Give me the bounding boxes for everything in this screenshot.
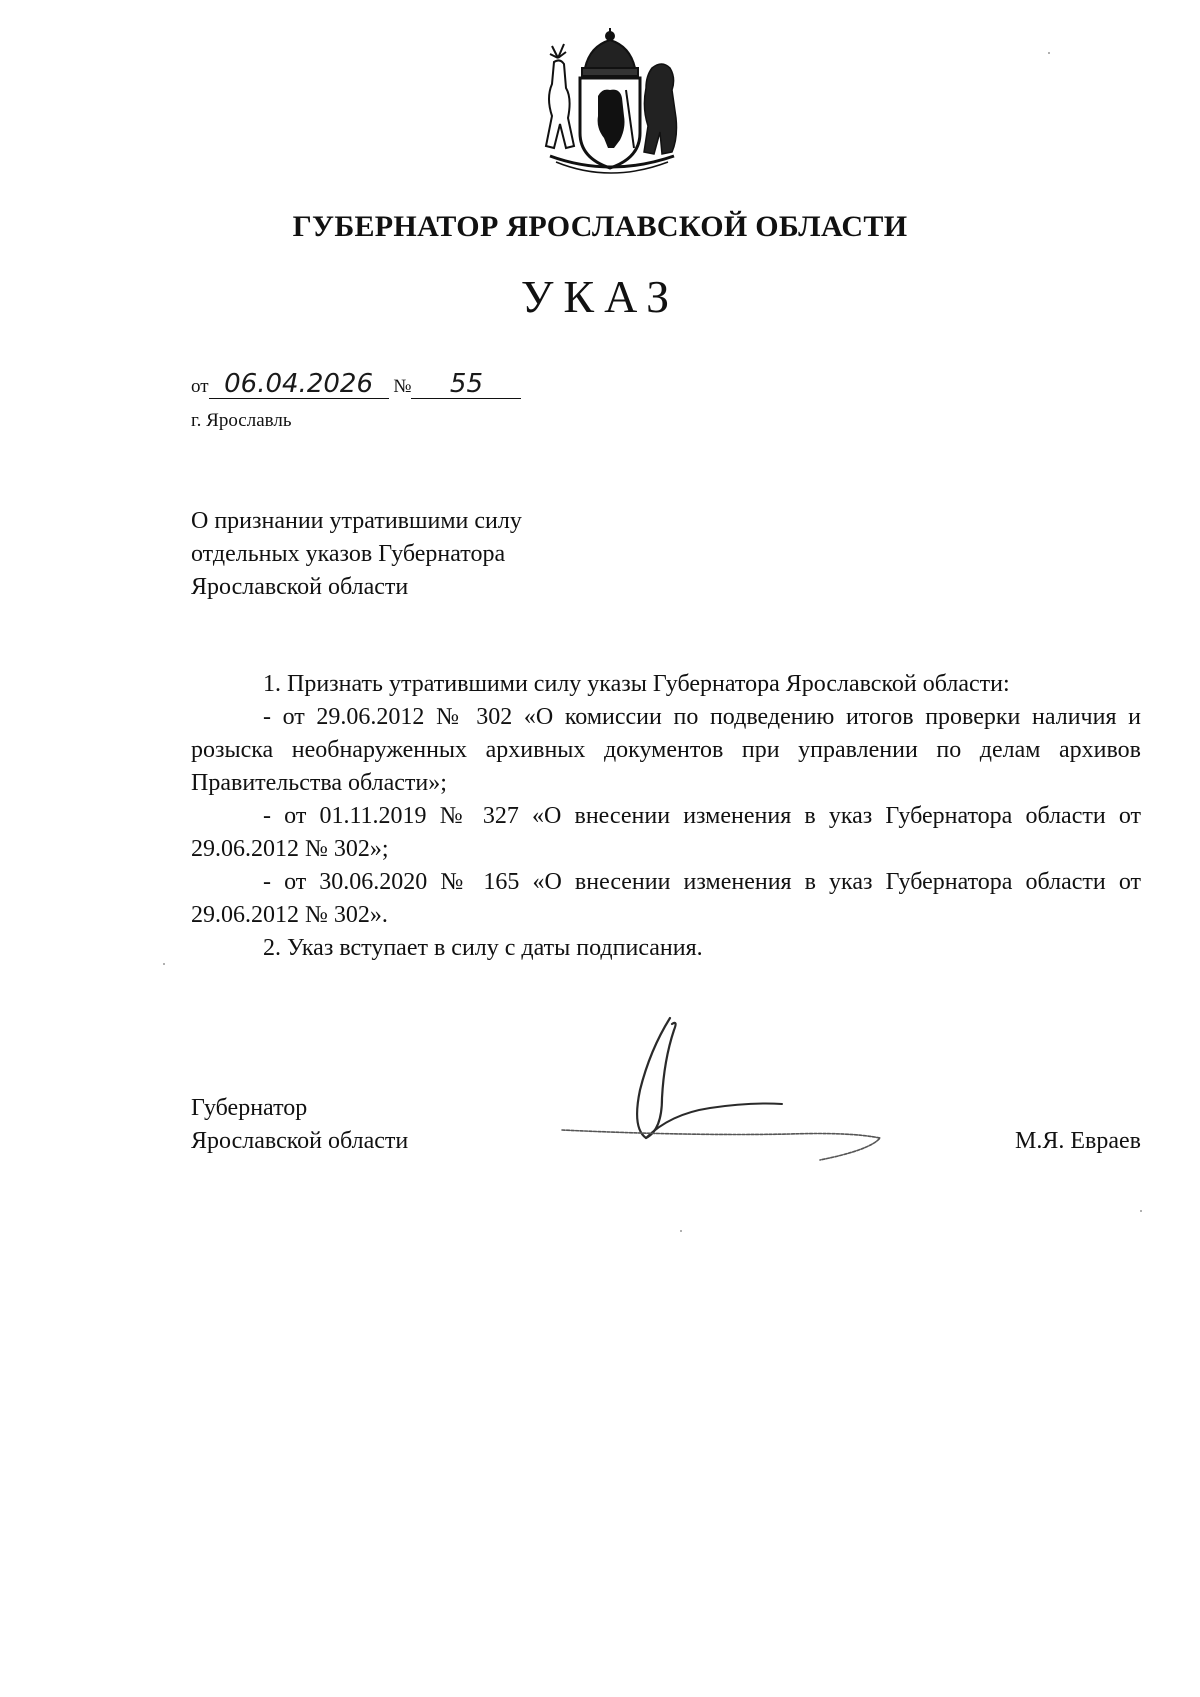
issuing-authority: ГУБЕРНАТОР ЯРОСЛАВСКОЙ ОБЛАСТИ bbox=[292, 210, 908, 243]
registration-line bbox=[191, 369, 521, 399]
body-paragraph: 1. Признать утратившими силу указы Губернатора Ярославской области: bbox=[263, 671, 1010, 697]
signatory-position bbox=[191, 1092, 408, 1158]
position-line: Ярославской области bbox=[191, 1128, 409, 1154]
subject-line: Ярославской области bbox=[191, 574, 409, 600]
number-prefix: № bbox=[393, 376, 412, 397]
coat-of-arms-icon bbox=[530, 28, 690, 188]
scan-speck bbox=[1140, 1210, 1142, 1212]
city-line: г. Ярославль bbox=[191, 410, 292, 431]
body-paragraph: - от 29.06.2012 № 302 «О комиссии по подведению итогов проверки наличия и розыска необнаруженных архивных документов при управлении по делам архивов Правительства области»; bbox=[191, 704, 1141, 796]
signature-block bbox=[191, 1092, 1141, 1162]
subject-line: О признании утратившими силу bbox=[191, 508, 522, 534]
scan-speck bbox=[680, 1230, 682, 1232]
decree-subject bbox=[191, 505, 522, 604]
scan-speck bbox=[163, 963, 165, 965]
body-paragraph: 2. Указ вступает в силу с даты подписания. bbox=[263, 935, 703, 961]
body-paragraph: - от 30.06.2020 № 165 «О внесении изменения в указ Губернатора области от 29.06.2012 № 302». bbox=[191, 869, 1141, 928]
registration-date: 06.04.2026 bbox=[209, 372, 389, 399]
position-line: Губернатор bbox=[191, 1095, 308, 1121]
decree-body bbox=[191, 668, 1141, 965]
date-prefix: от bbox=[191, 376, 209, 397]
registration-number: 55 bbox=[411, 372, 521, 399]
scan-speck bbox=[1048, 52, 1050, 54]
body-paragraph: - от 01.11.2019 № 327 «О внесении изменения в указ Губернатора области от 29.06.2012 № 302»; bbox=[191, 803, 1141, 862]
subject-line: отдельных указов Губернатора bbox=[191, 541, 506, 567]
document-type: УКАЗ bbox=[520, 271, 680, 322]
signatory-name: М.Я. Евраев bbox=[1015, 1128, 1141, 1154]
